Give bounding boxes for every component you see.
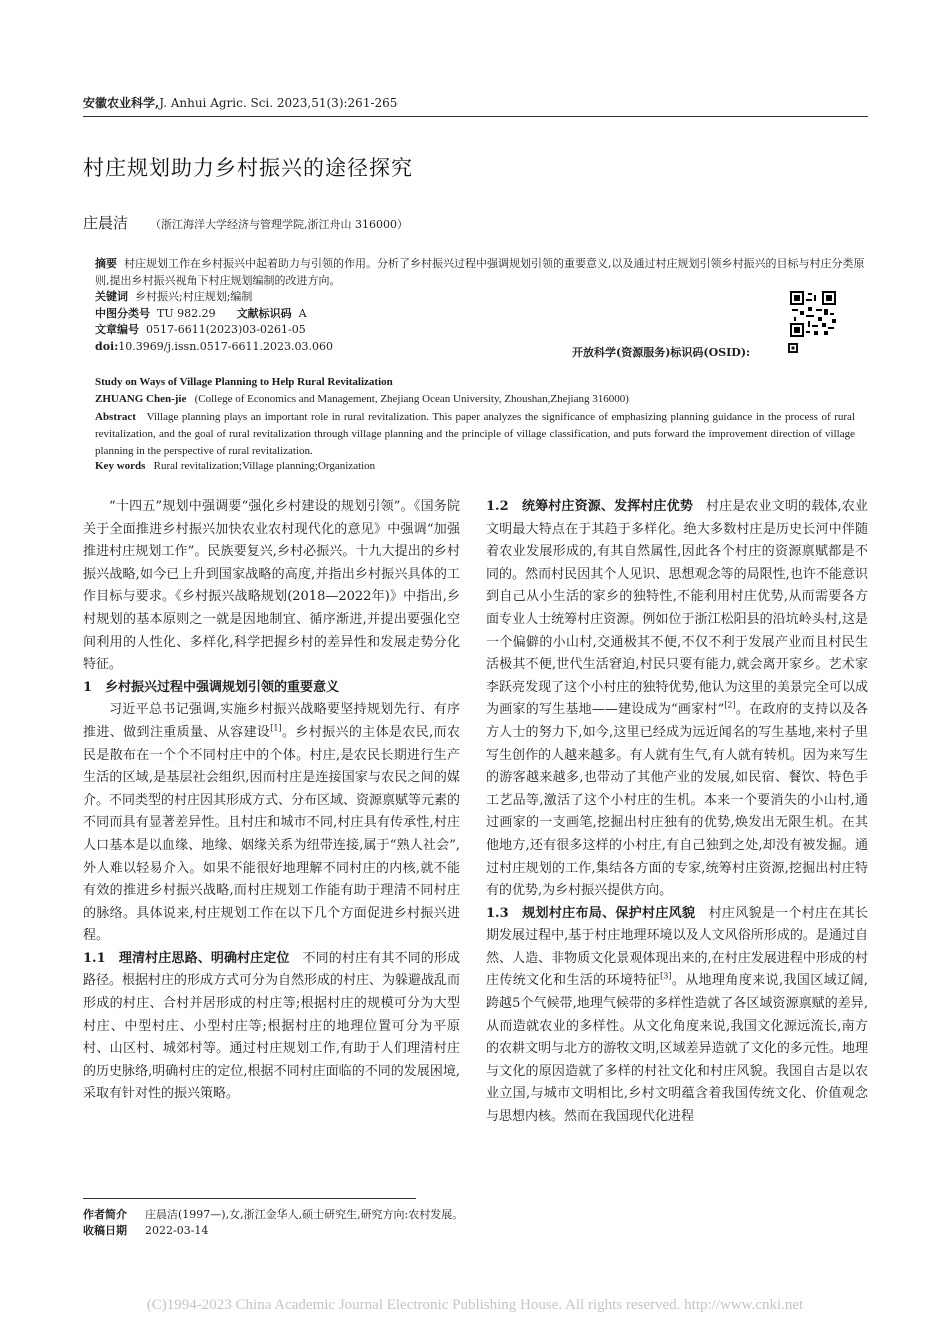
section-1-3-paragraph [486,903,868,1129]
article-number-label: 文章编号 [95,323,139,336]
doc-code-value: A [298,306,307,320]
english-abstract-text: Village planning plays an important role in rural revitalization. This paper analyzes the significance of emphasizing planning guidance in the process of rural revitalization, and the goal of rural revitalization through village planning and the principle of village classification, and puts forward the improvement direction of village planning in the perspective of rural revitalization. [95,411,855,457]
abstract-cn-block [95,256,867,289]
osid-label: 开放科学(资源服务)标识码(OSID): [572,346,751,359]
section-1-3-text-b: 。从地理角度来说,我国区域辽阔,跨越5个气候带,地理气候带的多样性造就了各区域资源禀赋的差异,从而造就农业的多样性。从文化角度来说,我国文化源远流长,南方的农耕文明与北方的游牧文明,区域差异造就了文化的多元性。地理与文化的原因造就了多样的村社文化和村庄风貌。我国自古是以农业立国,与城市文明相比,乡村文明蕴含着我国传统文化、价值观念与思想内核。然而在我国现代化进程 [486,973,868,1125]
english-author: ZHUANG Chen-jie [95,393,187,405]
english-affiliation: (College of Economics and Management, Zhejiang Ocean University, Zhoushan,Zhejiang 316000) [194,393,629,405]
section-1-text-b: 。乡村振兴的主体是农民,而农民是散布在一个个不同村庄中的个体。村庄,是农民长期进行生产生活的区域,是基层社会组织,因而村庄是连接国家与农民之间的媒介。不同类型的村庄因其形成方式、分布区域、资源禀赋等元素的不同而具有显著差异性。且村庄和城市不同,村庄具有传承性,村庄人口基本是以血缘、地缘、姻缘关系为纽带连接,属于“熟人社会”,外人难以轻易介入。如果不能很好地理解不同村庄的内核,就不能有效的推进乡村振兴战略,而村庄规划工作能有助于理清不同村庄的脉络。具体说来,村庄规划工作在以下几个方面促进乡村振兴进程。 [83,724,461,944]
section-1-1-heading: 1.1 理清村庄思路、明确村庄定位 [83,950,290,966]
footnote [83,1207,483,1238]
body-left-column [83,496,460,1106]
english-title: Study on Ways of Village Planning to Help Rural Revitalization [95,376,393,388]
journal-header [83,94,397,111]
section-1-paragraph [83,699,460,948]
section-1-1-text: 不同的村庄有其不同的形成路径。根据村庄的形成方式可分为自然形成的村庄、为躲避战乱而形成的村庄、合村并居形成的村庄等;根据村庄的规模可分为大型村庄、中型村庄、小型村庄等;根据村庄的地理位置可分为平原村、山区村、城郊村等。通过村庄规划工作,有助于人们理清村庄的历史脉络,明确村庄的定位,根据不同村庄面临的不同的发展困境,采取有针对性的振兴策略。 [83,950,461,1102]
classification-value: TU 982.29 [157,306,216,320]
english-abstract-label: Abstract [95,411,136,423]
section-1-heading: 1 乡村振兴过程中强调规划引领的重要意义 [83,679,340,695]
section-1-2-heading: 1.2 统筹村庄资源、发挥村庄优势 [486,499,694,514]
section-1-2-paragraph [486,496,868,903]
keywords-cn [95,289,867,306]
body-right-column [486,496,868,1129]
section-1-1-paragraph [83,948,460,1106]
keywords-cn-text: 乡村振兴;村庄规划;编制 [135,290,253,303]
section-1-2-text-a: 村庄是农业文明的载体,农业文明最大特点在于其趋于多样化。绝大多数村庄是历史长河中伴随着农业发展形成的,有其自然属性,因此各个村庄的资源禀赋都是不同的。然而村民因其个人见识、思想观念等的局限性,也许不能意识到自己从小生活的家乡的独特性,不能利用村庄优势,从而需要各方面专业人士统筹村庄资源。例如位于浙江松阳县的沿坑岭头村,这是一个偏僻的小山村,交通极其不便,不仅不利于发展产业而且村民生活极其不便,世代生活窘迫,村民只要有能力,就会离开家乡。艺术家李跃亮发现了这个小村庄的独特优势,他认为这里的美景完全可以成为画家的写生基地——建设成为“画家村” [486,499,868,718]
abstract-cn [95,256,867,355]
english-author-line [95,393,629,405]
doi-row [95,339,867,356]
footnote-author-text: 庄晨洁(1997—),女,浙江金华人,硕士研究生,研究方向:农村发展。 [145,1208,464,1221]
english-keywords [95,460,375,472]
citation-1: [1] [270,723,282,733]
intro-paragraph: “十四五”规划中强调要“强化乡村建设的规划引领”。《国务院关于全面推进乡村振兴加快农业农村现代化的意见》中强调“加强推进村庄规划工作”。民族要复兴,乡村必振兴。十九大提出的乡村振兴战略,如今已上升到国家战略的高度,并指出乡村振兴具体的工作目标与要求。《乡村振兴战略规划(2018—2022年)》中指出,乡村规划的基本原则之一就是因地制宜、循序渐进,并提出要强化空间利用的人性化、多样化,科学把握乡村的差异性和发展走势分化特征。 [83,499,460,673]
footnote-date-label: 收稿日期 [83,1223,127,1237]
doi-value: 10.3969/j.issn.0517-6611.2023.03.060 [118,339,333,353]
abstract-cn-text: 村庄规划工作在乡村振兴中起着助力与引领的作用。分析了乡村振兴过程中强调规划引领的重要意义,以及通过村庄规划引领乡村振兴的目标与村庄分类原则,提出乡村振兴视角下村庄规划编制的改进方向。 [95,257,865,287]
keywords-cn-label: 关键词 [95,290,128,303]
section-1-text-a: 习近平总书记强调,实施乡村振兴战略要坚持规划先行、有序推进、做到注重质量、从容建设 [83,702,460,740]
footnote-rule [83,1198,416,1199]
qr-code-icon [790,291,836,337]
english-keywords-text: Rural revitalization;Village planning;Organization [153,460,376,472]
classification-row [95,306,867,323]
english-keywords-label: Key words [95,460,146,472]
footnote-date-value: 2022-03-14 [145,1223,209,1237]
doc-code-label: 文献标识码 [236,306,292,320]
english-abstract [95,409,855,460]
copyright-watermark: (C)1994-2023 China Academic Journal Electronic Publishing House. All rights reserved. http://www.cnki.net [146,1297,804,1313]
journal-citation: J. Anhui Agric. Sci. 2023,51(3):261-265 [159,96,398,110]
citation-2: [2] [724,701,736,711]
author-affiliation: （浙江海洋大学经济与管理学院,浙江舟山 316000） [150,218,408,231]
journal-name: 安徽农业科学, [83,96,160,110]
article-number-value: 0517-6611(2023)03-0261-05 [146,323,306,336]
section-1-3-heading: 1.3 规划村庄布局、保护村庄风貌 [486,905,696,921]
section-1-2-text-b: 。在政府的支持以及各方人士的努力下,如今,这里已经成为远近闻名的写生基地,来村子里写生创作的人越来越多。有人就有生气,有人就有转机。因为来写生的游客越来越多,也带动了其他产业的发展,如民宿、餐饮、特色手工艺品等,激活了这个小村庄的生机。本来一个要消失的小山村,通过画家的一支画笔,挖掘出村庄独有的优势,焕发出无限生机。在其他地方,还有很多这样的小村庄,有自己独到之处,却没有被发掘。通过村庄规划的工作,集结各方面的专家,统筹村庄资源,挖掘出村庄特有的优势,为乡村振兴提供方向。 [486,702,868,899]
section-1-3-text-a: 村庄风貌是一个村庄在其长期发展过程中,基于村庄地理环境以及人文风俗所形成的。是通过自然、人造、非物质文化景观体现出来的,在村庄发展进程中形成的村庄传统文化和生活的环境特征 [486,905,868,989]
classification-label: 中图分类号 [95,306,150,320]
footnote-author-label: 作者简介 [83,1208,127,1221]
article-number-row [95,322,867,339]
footnote-date-row [83,1223,483,1239]
abstract-cn-label: 摘要 [95,257,117,270]
author-name: 庄晨洁 [83,214,129,232]
osid-mark-icon [788,343,798,353]
doi-label: doi: [95,339,119,353]
footnote-author-row [83,1207,483,1223]
header-rule [83,116,868,117]
article-title: 村庄规划助力乡村振兴的途径探究 [83,156,413,180]
citation-3: [3] [660,972,672,982]
